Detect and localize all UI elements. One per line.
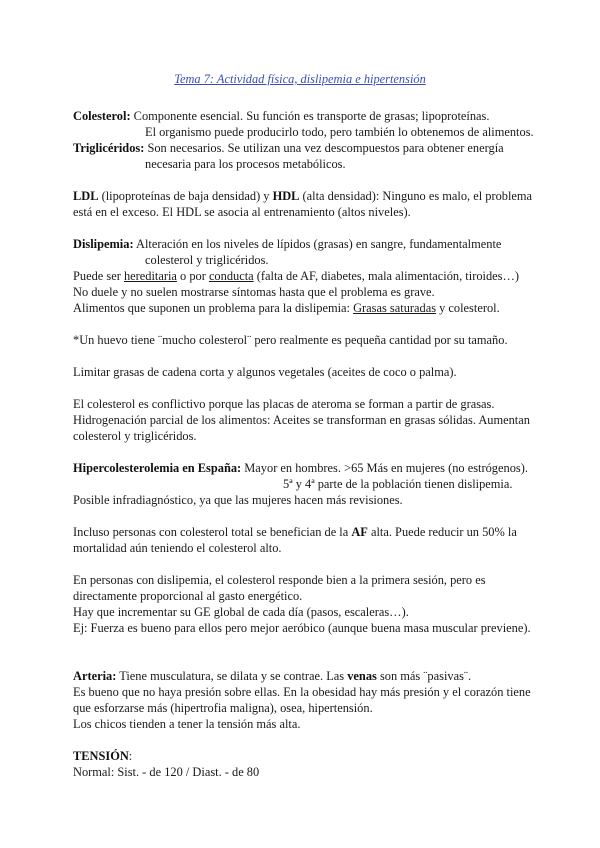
personas-line-2: directamente proporcional al gasto energético. [73, 589, 303, 603]
hipercol-line-2: 5ª y 4ª parte de la población tienen dislipemia. [283, 477, 513, 491]
arteria-def-end: son más ¨pasivas¨. [376, 669, 472, 683]
trigliceridos-line-1 [73, 140, 504, 156]
huevo-note: *Un huevo tiene ¨mucho colesterol¨ pero realmente es pequeña cantidad por su tamaño. [73, 333, 508, 347]
dislipemia-def: Alteración en los niveles de lípidos (grasas) en sangre, fundamentalmente [133, 237, 502, 251]
dislipemia-line-5 [73, 300, 500, 316]
dislipemia-line-4: No duele y no suelen mostrarse síntomas hasta que el problema es grave. [73, 285, 435, 299]
dislipemia-causes-list: (falta de AF, diabetes, mala alimentación, tiroides…) [253, 269, 519, 283]
conflictivo-line-2: Hidrogenación parcial de los alimentos: Aceites se transforman en grasas sólidas. Aumentan [73, 413, 530, 427]
ldl-hdl-line-1 [73, 188, 532, 204]
ldl-term: LDL [73, 189, 99, 203]
dislipemia-term: Dislipemia: [73, 237, 134, 251]
trigliceridos-term: Triglicéridos: [73, 141, 145, 155]
personas-line-3: Hay que incrementar su GE global de cada día (pasos, escaleras…). [73, 605, 409, 619]
colesterol-line-2: El organismo puede producirlo todo, pero también lo obtenemos de alimentos. [145, 125, 534, 139]
venas-term: venas [347, 669, 377, 683]
trigliceridos-line-2: necesaria para los procesos metabólicos. [145, 157, 346, 171]
alimentos-text: Alimentos que suponen un problema para la dislipemia: [73, 301, 354, 315]
dislipemia-line-2: colesterol y triglicéridos. [145, 253, 269, 267]
incluso-line-2: mortalidad aún teniendo el colesterol alto. [73, 541, 282, 555]
tension-term: TENSIÓN [73, 749, 129, 763]
colesterol-line-1 [73, 108, 489, 124]
arteria-line-1 [73, 668, 471, 684]
af-term: AF [351, 525, 368, 539]
colesterol-def: Componente esencial. Su función es transporte de grasas; lipoproteínas. [130, 109, 490, 123]
tension-heading [73, 748, 132, 764]
personas-line-4: Ej: Fuerza es bueno para ellos pero mejor aeróbico (aunque buena masa muscular previene). [73, 621, 531, 635]
limitar-grasas: Limitar grasas de cadena corta y algunos vegetales (aceites de coco o palma). [73, 365, 457, 379]
dislipemia-causes-text: Puede ser [73, 269, 124, 283]
trigliceridos-def: Son necesarios. Se utilizan una vez descompuestos para obtener energía [144, 141, 504, 155]
hipercol-line-1 [73, 460, 528, 476]
hipercol-def: Mayor en hombres. >65 Más en mujeres (no estrógenos). [241, 461, 528, 475]
tension-colon: : [128, 749, 133, 763]
grasas-saturadas-word: Grasas saturadas [353, 301, 437, 315]
arteria-term: Arteria: [73, 669, 117, 683]
hereditaria-word: hereditaria [123, 269, 177, 283]
hipercol-term: Hipercolesterolemia en España: [73, 461, 242, 475]
arteria-line-4: Los chicos tienden a tener la tensión más alta. [73, 717, 301, 731]
dislipemia-line-3 [73, 268, 519, 284]
alimentos-end: y colesterol. [436, 301, 500, 315]
conflictivo-line-1: El colesterol es conflictivo porque las placas de ateroma se forman a partir de grasas. [73, 397, 495, 411]
ldl-hdl-line-2: está en el exceso. El HDL se asocia al entrenamiento (altos niveles). [73, 205, 411, 219]
incluso-line-1 [73, 524, 517, 540]
dislipemia-causes-or: o por [176, 269, 209, 283]
personas-line-1: En personas con dislipemia, el colesterol responde bien a la primera sesión, pero es [73, 573, 486, 587]
ldl-desc: (lipoproteínas de baja densidad) y [98, 189, 273, 203]
conducta-word: conducta [208, 269, 254, 283]
colesterol-term: Colesterol: [73, 109, 131, 123]
arteria-line-3: que esforzarse más (hipertrofia maligna), osea, hipertensión. [73, 701, 373, 715]
hdl-desc: (alta densidad): Ninguno es malo, el problema [299, 189, 533, 203]
conflictivo-line-3: colesterol y triglicéridos. [73, 429, 197, 443]
tension-normal: Normal: Sist. - de 120 / Diast. - de 80 [73, 765, 260, 779]
incluso-text: Incluso personas con colesterol total se benefician de la [73, 525, 352, 539]
arteria-line-2: Es bueno que no haya presión sobre ellas. En la obesidad hay más presión y el corazón tiene [73, 685, 531, 699]
incluso-end: alta. Puede reducir un 50% la [367, 525, 517, 539]
dislipemia-line-1 [73, 236, 501, 252]
page-title: Tema 7: Actividad física, dislipemia e hipertensión [174, 72, 426, 86]
hdl-term: HDL [272, 189, 300, 203]
arteria-def: Tiene musculatura, se dilata y se contrae. Las [116, 669, 348, 683]
hipercol-line-3: Posible infradiagnóstico, ya que las mujeres hacen más revisiones. [73, 493, 403, 507]
